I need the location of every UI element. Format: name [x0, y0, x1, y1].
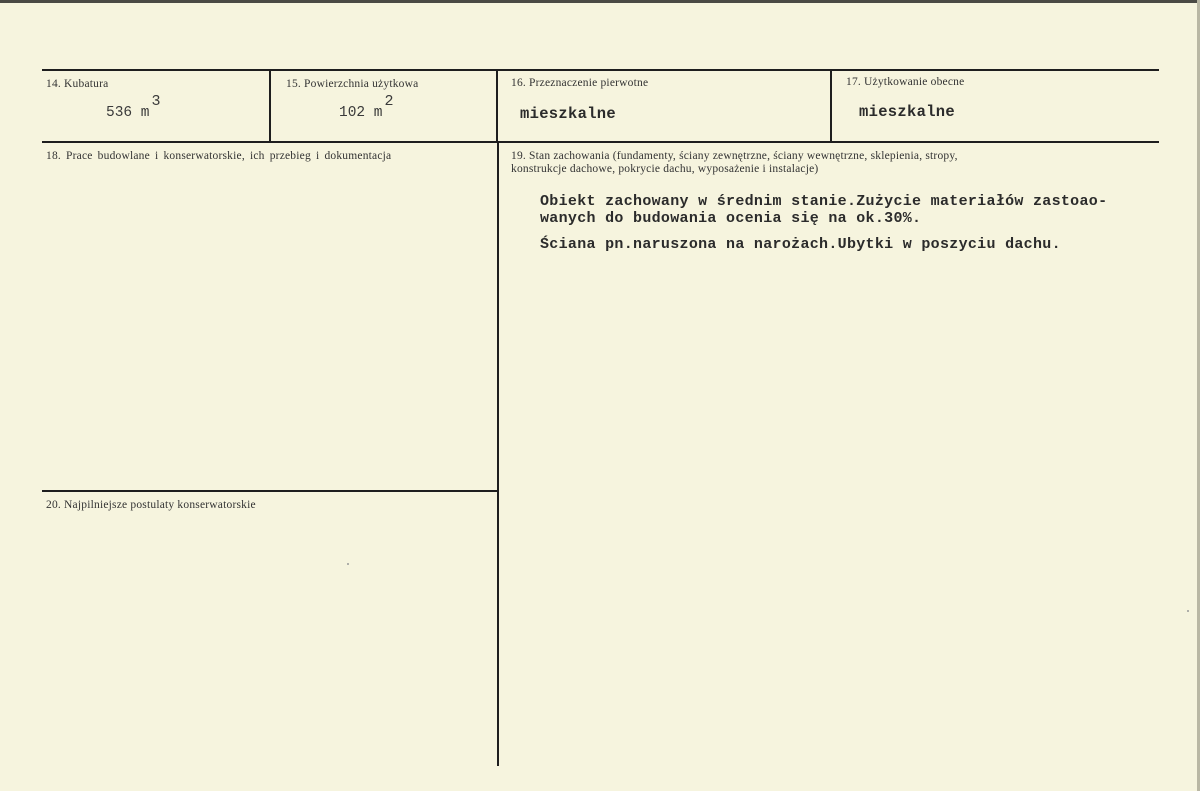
field19-label-line1: 19. Stan zachowania (fundamenty, ściany zewnętrzne, ściany wewnętrzne, sklepienia, stropy,	[511, 150, 958, 162]
field19-label-line2: konstrukcje dachowe, pokrycie dachu, wyposażenie i instalacje)	[511, 163, 819, 175]
field16-value: mieszkalne	[520, 105, 617, 123]
card-top-edge	[0, 0, 1200, 3]
field15-exponent: 2	[384, 93, 394, 110]
divider-14-15	[269, 70, 271, 142]
field20-label: 20. Najpilniejsze postulaty konserwatorskie	[46, 499, 256, 511]
field18-label: 18. Prace budowlane i konserwatorskie, ich przebieg i dokumentacja	[46, 150, 392, 162]
divider-main-column	[497, 142, 499, 766]
paper-speck	[1187, 610, 1189, 612]
row1-top-rule	[42, 69, 1159, 71]
field15-label: 15. Powierzchnia użytkowa	[286, 78, 419, 90]
field14-label: 14. Kubatura	[46, 78, 109, 90]
field15-value	[339, 93, 394, 121]
section18-bottom-rule	[42, 490, 497, 492]
field17-label: 17. Użytkowanie obecne	[846, 76, 965, 88]
paper-speck	[347, 563, 349, 565]
field19-text-line3: Ściana pn.naruszona na narożach.Ubytki w poszyciu dachu.	[540, 236, 1061, 253]
field16-label: 16. Przeznaczenie pierwotne	[511, 77, 649, 89]
divider-15-16	[496, 70, 498, 142]
field17-value: mieszkalne	[859, 103, 956, 121]
field14-value	[106, 93, 161, 121]
field14-exponent: 3	[151, 93, 161, 110]
field14-value-text: 536 m	[106, 105, 150, 121]
field15-value-text: 102 m	[339, 105, 383, 121]
divider-16-17	[830, 70, 832, 142]
field19-text-line2: wanych do budowania ocenia się na ok.30%.	[540, 210, 922, 227]
field19-text-line1: Obiekt zachowany w średnim stanie.Zużycie materiałów zastoao-	[540, 193, 1108, 210]
row1-bottom-rule	[42, 141, 1159, 143]
